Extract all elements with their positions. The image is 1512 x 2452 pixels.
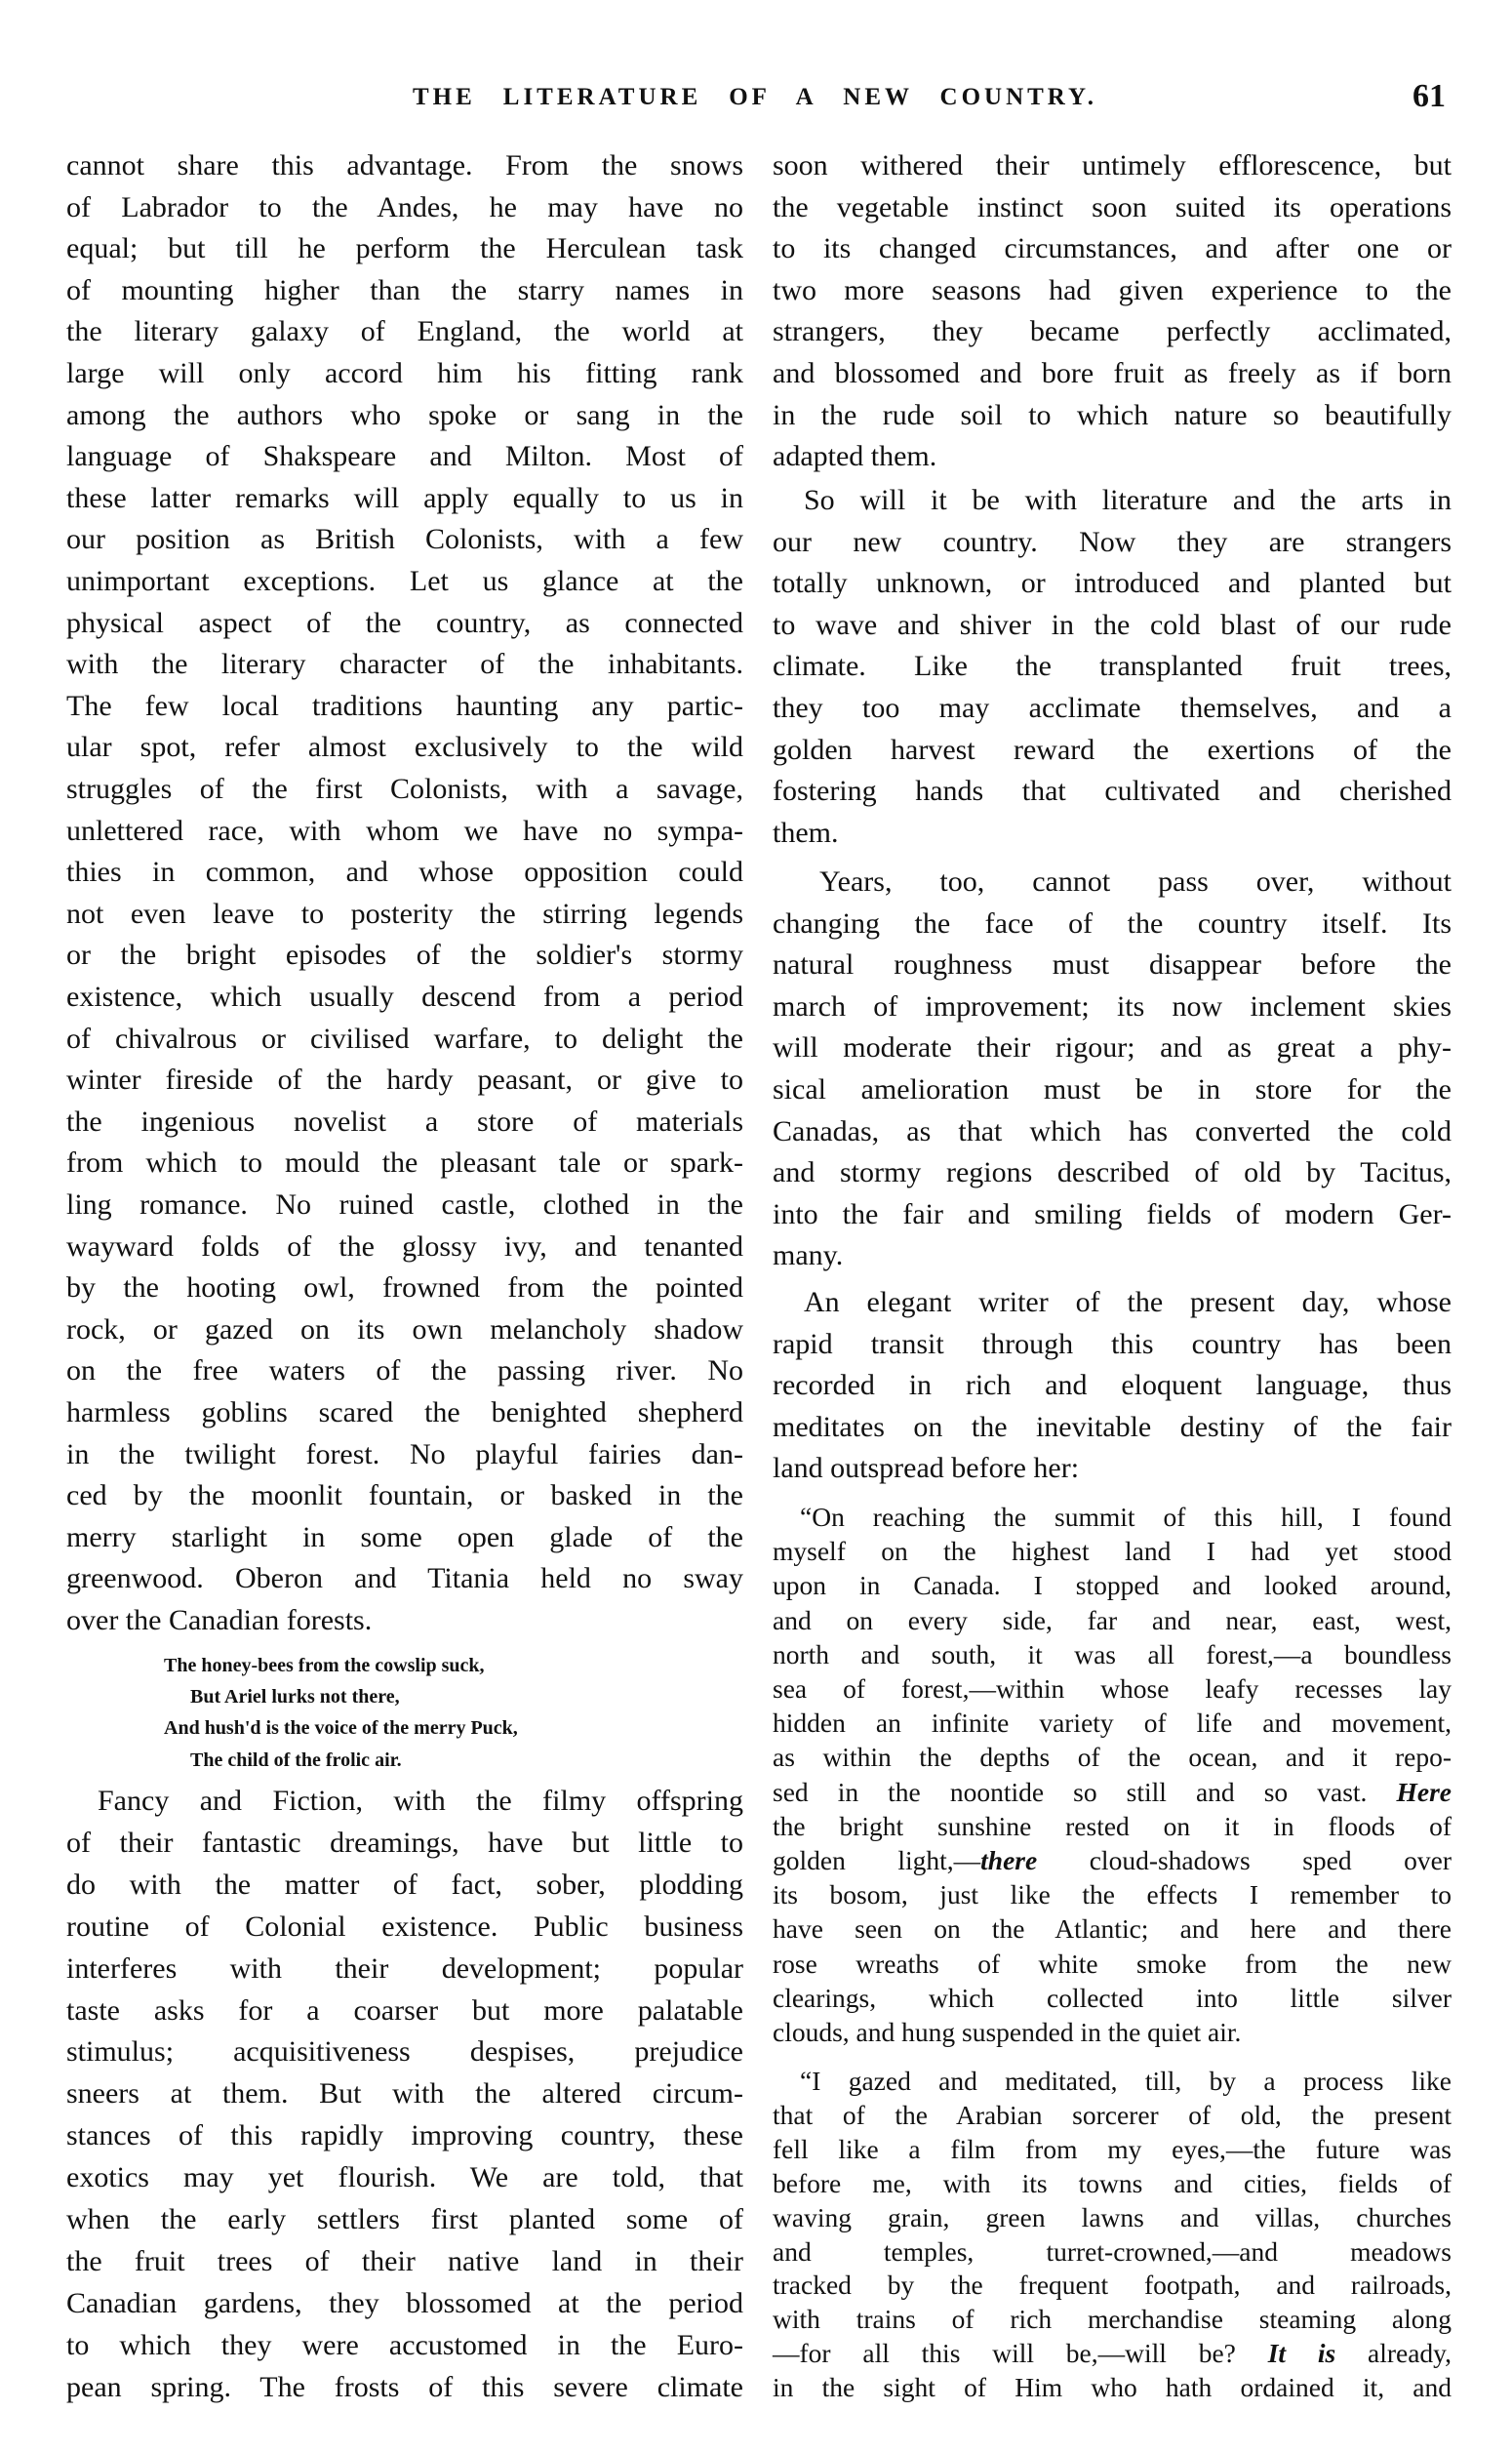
text-line: fell like a film from my eyes,—the future was [773,2133,1452,2164]
text-line: golden harvest reward the exertions of the [773,733,1452,766]
text-line: soon withered their untimely efflorescence, but [773,149,1452,181]
text-line: to which they were accustomed in the Euro- [66,2328,743,2361]
text-line: fostering hands that cultivated and cherished [773,775,1452,808]
text-line: ular spot, refer almost exclusively to the wild [66,731,743,764]
italic-text: It is [1267,2338,1336,2369]
text-line: as within the depths of the ocean, and it repo- [773,1742,1452,1773]
text-line: rock, or gazed on its own melancholy shadow [66,1312,743,1346]
text-line: sneers at them. But with the altered circum- [66,2077,743,2110]
text-line: or the bright episodes of the soldier's stormy [66,939,743,972]
text-line: rapid transit through this country has been [773,1327,1452,1360]
text-line: taste asks for a coarser but more palatable [66,1993,743,2027]
text-line: existence, which usually descend from a period [66,981,743,1013]
text-line: ced by the moonlit fountain, or basked in the [66,1479,743,1512]
text-line: pean spring. The frosts of this severe climate [66,2370,743,2403]
text-line: clearings, which collected into little silver [773,1982,1452,2013]
text-line: language of Shakspeare and Milton. Most of [66,440,743,473]
text-line: harmless goblins scared the benighted shepherd [66,1396,743,1428]
text-line: will moderate their rigour; and as great a phy- [773,1031,1452,1065]
text-line: and temples, turret-crowned,—and meadows [773,2235,1452,2267]
text-line: the vegetable instinct soon suited its operations [773,190,1452,223]
text-line: unimportant exceptions. Let us glance at the [66,565,743,597]
text-line: two more seasons had given experience to the [773,273,1452,306]
text-line: An elegant writer of the present day, whose [804,1286,1452,1318]
running-title: THE LITERATURE OF A NEW COUNTRY. [413,84,1097,110]
text-line: tracked by the frequent footpath, and railroads, [773,2270,1452,2301]
text-line: cannot share this advantage. From the snows [66,149,743,181]
text-segment: golden light,— [773,1845,981,1875]
text-line: stimulus; acquisitiveness despises, prejudice [66,2035,743,2069]
text-line: to wave and shiver in the cold blast of our rude [773,608,1452,641]
text-line: its bosom, just like the effects I remember to [773,1879,1452,1910]
text-line: adapted them. [773,440,937,473]
text-line: in the rude soil to which nature so beautifully [773,398,1452,431]
text-line: north and south, it was all forest,—a boundless [773,1638,1452,1669]
text-segment: cloud-shadows sped over [1037,1845,1452,1875]
text-line: in the sight of Him who hath ordained it, and [773,2372,1452,2403]
text-line: Years, too, cannot pass over, without [819,865,1452,898]
text-line: merry starlight in some open glade of the [66,1520,743,1553]
text-line: stances of this rapidly improving country, these [66,2119,743,2152]
text-segment: already, [1335,2338,1452,2369]
text-line: The few local traditions haunting any partic- [66,689,743,722]
text-line: meditates on the inevitable destiny of the fair [773,1410,1452,1443]
text-line: thies in common, and whose opposition could [66,856,743,889]
text-line: of chivalrous or civilised warfare, to delight the [66,1022,743,1055]
text-line: And hush'd is the voice of the merry Puck, [164,1717,518,1739]
text-line: on the free waters of the passing river. No [66,1354,743,1387]
text-line: and blossomed and bore fruit as freely as if born [773,357,1452,389]
text-line: the bright sunshine rested on it in floods of [773,1810,1452,1841]
text-line: waving grain, green lawns and villas, churches [773,2201,1452,2232]
text-line: of mounting higher than the starry names in [66,273,743,306]
text-line: upon in Canada. I stopped and looked around, [773,1570,1452,1601]
text-line: of their fantastic dreamings, have but little to [66,1826,743,1859]
text-line: changing the face of the country itself. Its [773,906,1452,940]
text-line: when the early settlers first planted some of [66,2203,743,2235]
text-line: the fruit trees of their native land in their [66,2244,743,2277]
text-segment: sed in the noontide so still and so vast. [773,1776,1397,1807]
text-line [773,1844,1452,1877]
text-line: our new country. Now they are strangers [773,525,1452,558]
text-line: routine of Colonial existence. Public business [66,1909,743,1943]
text-line: to its changed circumstances, and after one or [773,232,1452,265]
text-line: have seen on the Atlantic; and here and there [773,1913,1452,1945]
text-line: not even leave to posterity the stirring legends [66,897,743,930]
text-line: interferes with their development; popular [66,1951,743,1985]
text-line: with trains of rich merchandise steaming along [773,2304,1452,2335]
text-line: our position as British Colonists, with a few [66,523,743,556]
text-line: of Labrador to the Andes, he may have no [66,190,743,223]
text-line: strangers, they became perfectly acclimated, [773,315,1452,348]
text-line: The child of the frolic air. [190,1749,402,1771]
text-line: natural roughness must disappear before the [773,948,1452,982]
text-line: that of the Arabian sorcerer of old, the present [773,2099,1452,2130]
text-line: hidden an infinite variety of life and movement, [773,1708,1452,1739]
page-number: 61 [1413,78,1446,114]
text-line: exotics may yet flourish. We are told, that [66,2161,743,2194]
text-line: over the Canadian forests. [66,1604,373,1636]
text-line: climate. Like the transplanted fruit trees, [773,650,1452,683]
text-line: recorded in rich and eloquent language, thus [773,1369,1452,1402]
text-line: Fancy and Fiction, with the filmy offspring [98,1785,743,1817]
text-line: march of improvement; its now inclement skies [773,989,1452,1023]
text-line: many. [773,1239,844,1272]
text-line: land outspread before her: [773,1452,1080,1485]
text-line: into the fair and smiling fields of modern Ger- [773,1197,1452,1230]
text-line: rose wreaths of white smoke from the new [773,1948,1452,1979]
text-line: winter fireside of the hardy peasant, or give to [66,1064,743,1097]
text-line: the literary galaxy of England, the world at [66,315,743,348]
text-line: them. [773,816,839,849]
text-line: So will it be with literature and the arts in [804,484,1452,516]
text-line: unlettered race, with whom we have no sympa- [66,814,743,847]
text-line: do with the matter of fact, sober, plodding [66,1868,743,1901]
text-line: by the hooting owl, frowned from the pointed [66,1271,743,1305]
text-line: myself on the highest land I had yet stood [773,1536,1452,1567]
text-line: “On reaching the summit of this hill, I found [800,1502,1452,1532]
text-line: large will only accord him his fitting rank [66,357,743,389]
text-line [773,1776,1452,1809]
text-line: before me, with its towns and cities, fields of [773,2167,1452,2198]
text-line: clouds, and hung suspended in the quiet air. [773,2017,1242,2047]
italic-text: Here [1396,1776,1452,1807]
text-line: with the literary character of the inhabitants. [66,648,743,681]
italic-text: there [980,1845,1038,1875]
text-line: they too may acclimate themselves, and a [773,692,1452,724]
text-line: equal; but till he perform the Herculean task [66,232,743,265]
text-line: ling romance. No ruined castle, clothed in the [66,1188,743,1221]
text-line: and stormy regions described of old by Tacitus, [773,1156,1452,1189]
text-line: totally unknown, or introduced and planted but [773,567,1452,600]
text-line: from which to mould the pleasant tale or spark- [66,1146,743,1180]
text-line: in the twilight forest. No playful fairies dan- [66,1437,743,1470]
text-line: Canadian gardens, they blossomed at the period [66,2286,743,2319]
text-line: and on every side, far and near, east, west, [773,1604,1452,1635]
text-line: struggles of the first Colonists, with a savage, [66,773,743,805]
text-line: greenwood. Oberon and Titania held no sway [66,1562,743,1595]
text-line: among the authors who spoke or sang in the [66,398,743,431]
text-segment: —for all this will be,—will be? [773,2338,1268,2369]
text-line: Canadas, as that which has converted the cold [773,1114,1452,1147]
text-line: wayward folds of the glossy ivy, and tenanted [66,1229,743,1263]
text-line: But Ariel lurks not there, [190,1686,400,1708]
text-line: sea of forest,—within whose leafy recesses lay [773,1673,1452,1704]
text-line: The honey-bees from the cowslip suck, [164,1655,485,1676]
text-line: these latter remarks will apply equally to us in [66,481,743,514]
text-line: sical amelioration must be in store for the [773,1073,1452,1105]
text-line: “I gazed and meditated, till, by a process like [800,2066,1452,2096]
text-line: physical aspect of the country, as connected [66,606,743,639]
text-line [773,2337,1452,2370]
text-line: the ingenious novelist a store of materials [66,1105,743,1138]
